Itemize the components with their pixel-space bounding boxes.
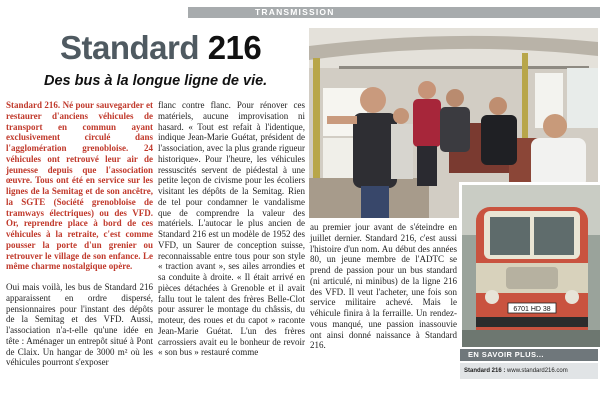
article-title [60, 29, 261, 67]
info-box-heading: EN SAVOIR PLUS... [460, 349, 598, 361]
info-box-body [460, 363, 598, 379]
text-column-3 [310, 222, 457, 351]
license-plate: 6701 HD 38 [513, 306, 551, 313]
body-paragraph: Oui mais voilà, les bus de Standard 216 apparaissent en ordre dispersé, pensionnaires pour l'instant des dépôts de la Semitag et des VFD. Aussi, l'association n'a-t-elle qu'une idée en tête : Aménager un entrepôt situé à Pont de Claix. Un hangar de 3000 m² où les véhicules pourront s'exposer [6, 282, 153, 368]
title-number: 216 [207, 29, 262, 66]
text-column-2 [158, 100, 305, 358]
info-url[interactable]: www.standard216.com [507, 368, 568, 374]
old-bus-front-photo [459, 182, 600, 347]
text-column-1 [6, 100, 153, 368]
info-label: Standard 216 : [464, 368, 506, 374]
lead-paragraph: Standard 216. Né pour sauvegarder et restaurer d'anciens véhicules de transport en commun ayant exclusivement circulé dans l'agglomération grenobloise. 24 véhicules ont retrouvé leur air de jeunesse depuis que l'association œuvre. Tous ont été en service sur les lignes de la Semitag et de son ancêtre, la SGTE (Société grenobloise de tramways électriques) ou des VFD. Or, reprendre place à bord de ces véhicules à la retraite, c'est comme pousser la porte d'un grenier ou retrouver le village de son enfance. Le même charme nostalgique opère. [6, 100, 153, 272]
body-paragraph-3: au premier jour avant de s'éteindre en juillet dernier. Standard 216, c'est aussi l'histoire d'un nom. Au début des années 80, un jeune membre de l'ADTC se prend de passion pour un bus standard (ni articulé, ni minibus) de la ligne 216 des VFD. Il veut l'acheter, une fois son service militaire achevé. Mais le véhicule finira à la ferraille. Un rendez-vous manqué, une passion inassouvie ont ainsi donné naissance à Standard 216. [310, 222, 457, 351]
body-paragraph-2: flanc contre flanc. Pour rénover ces matériels, aucune improvisation ni hasard. « Tout est refait à l'identique, indique Jean-Marie Guétat, président de l'association, avec la plus grande rigueur historique». Pour l'heure, les véhicules ressuscités servent de piédestal à une petite leçon de civisme pour les écoliers visitant les dépôts de la Semitag. Rien de tel pour condamner le vandalisme que de comprendre la valeur des matériels. L'autocar le plus ancien de Standard 216 est un modèle de 1952 des VFD, un Saurer de conception suisse, reconnaissable entre tous pour son style « traction avant », ses ailes arrondies et sa conduite à droite. « Il était arrivé en pièces détachées à Grenoble et il avait fallu tout le talent des frères Belle-Clot pour assurer le montage du châssis, du moteur, des roues et du capot » raconte Jean-Marie Guétat. L'un des frères carrossiers avait eu le bonheur de revoir « son bus » restauré comme [158, 100, 305, 358]
title-word: Standard [60, 29, 200, 66]
section-label: TRANSMISSION [255, 7, 335, 17]
section-band [188, 7, 600, 18]
section-header [0, 0, 600, 22]
article-subtitle: Des bus à la longue ligne de vie. [44, 73, 268, 89]
